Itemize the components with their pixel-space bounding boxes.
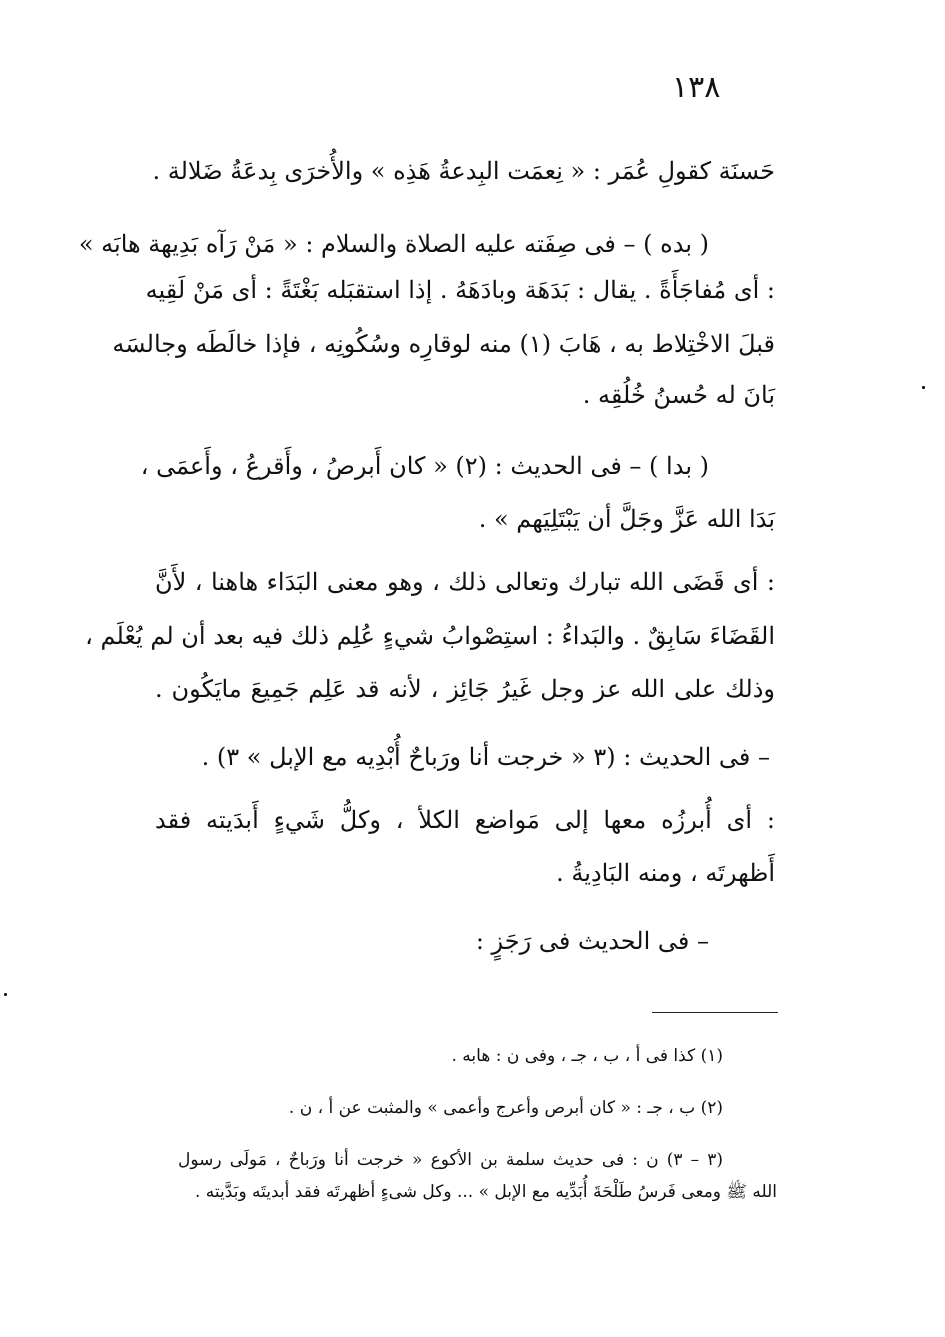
footnote-3: (٣ – ٣) ن : فى حديث سلمة بن الأكوع « خرجت أنا ورَباحٌ ، مَولَى رسول: [178, 1150, 723, 1170]
text-line: حَسنَة كقولِ عُمَر : « نِعمَت البِدعةُ هَذِه » والأُخرَى بِدعَةُ ضَلالة .: [152, 157, 775, 185]
scan-mark: [922, 386, 925, 389]
text-line: بَدَا الله عَزَّ وجَلَّ أن يَبْتَلِيَهم » .: [478, 505, 775, 533]
entry-heading-bda: ( بدا ) – فى الحديث : (٢) « كان أَبرصُ ، وأَقرعُ ، وأَعمَى ،: [140, 452, 709, 480]
text-line: : أى أُبرزُه معها إلى مَواضع الكلأ ، وكلُّ شَيءٍ أَبدَيته فقد: [155, 806, 775, 834]
text-line: أَظهرتَه ، ومنه البَادِيةُ .: [556, 859, 775, 887]
footnote-3-continued: الله ﷺ ومعى فَرسُ طَلْحَةَ أُبَدِّيه مع الإبل » ... وكل شىءٍ أظهرتَه فقد أبديتَه وبَدَّيته .: [195, 1182, 777, 1202]
text-line: : أى قَضَى الله تبارك وتعالى ذلك ، وهو معنى البَدَاء هاهنا ، لأَنَّ: [155, 568, 775, 596]
text-line: – فى الحديث : (٣ « خرجت أنا ورَباحٌ أُبْدِيه مع الإبل » ٣) .: [201, 743, 770, 771]
scan-mark: [4, 993, 7, 996]
text-line: قبلَ الاخْتِلاط به ، هَابَ (١) منه لوقارِه وسُكُونِه ، فإذا خالَطَه وجالسَه: [112, 330, 775, 358]
footnote-2: (٢) ب ، جـ : « كان أبرص وأعرج وأعمى » والمثبت عن أ ، ن .: [288, 1098, 723, 1118]
footnote-separator: [652, 1012, 778, 1013]
footnote-1: (١) كذا فى أ ، ب ، جـ ، وفى ن : هابه .: [451, 1046, 723, 1066]
text-line: – فى الحديث فى رَجَزٍ :: [475, 927, 709, 955]
entry-heading-bdh: ( بده ) – فى صِفَته عليه الصلاة والسلام : « مَنْ رَآه بَدِيهة هابَه »: [78, 230, 709, 258]
text-line: : أى مُفاجَأَةً . يقال : بَدَهَة وبادَهَهُ . إذا استقبَله بَغْتَةً : أى مَنْ لَقِيه: [145, 276, 775, 304]
text-line: بَانَ له حُسنُ خُلُقِه .: [582, 381, 775, 409]
text-line: القَضَاءَ سَابِقٌ . والبَداءُ : استِصْوابُ شيءٍ عُلِم ذلك فيه بعد أن لم يُعْلَم ،: [85, 622, 775, 650]
text-line: وذلك على الله عز وجل غَيرُ جَائِز ، لأنه قد عَلِم جَمِيعَ مايَكُون .: [155, 675, 775, 703]
page-number: ١٣٨: [672, 70, 721, 105]
